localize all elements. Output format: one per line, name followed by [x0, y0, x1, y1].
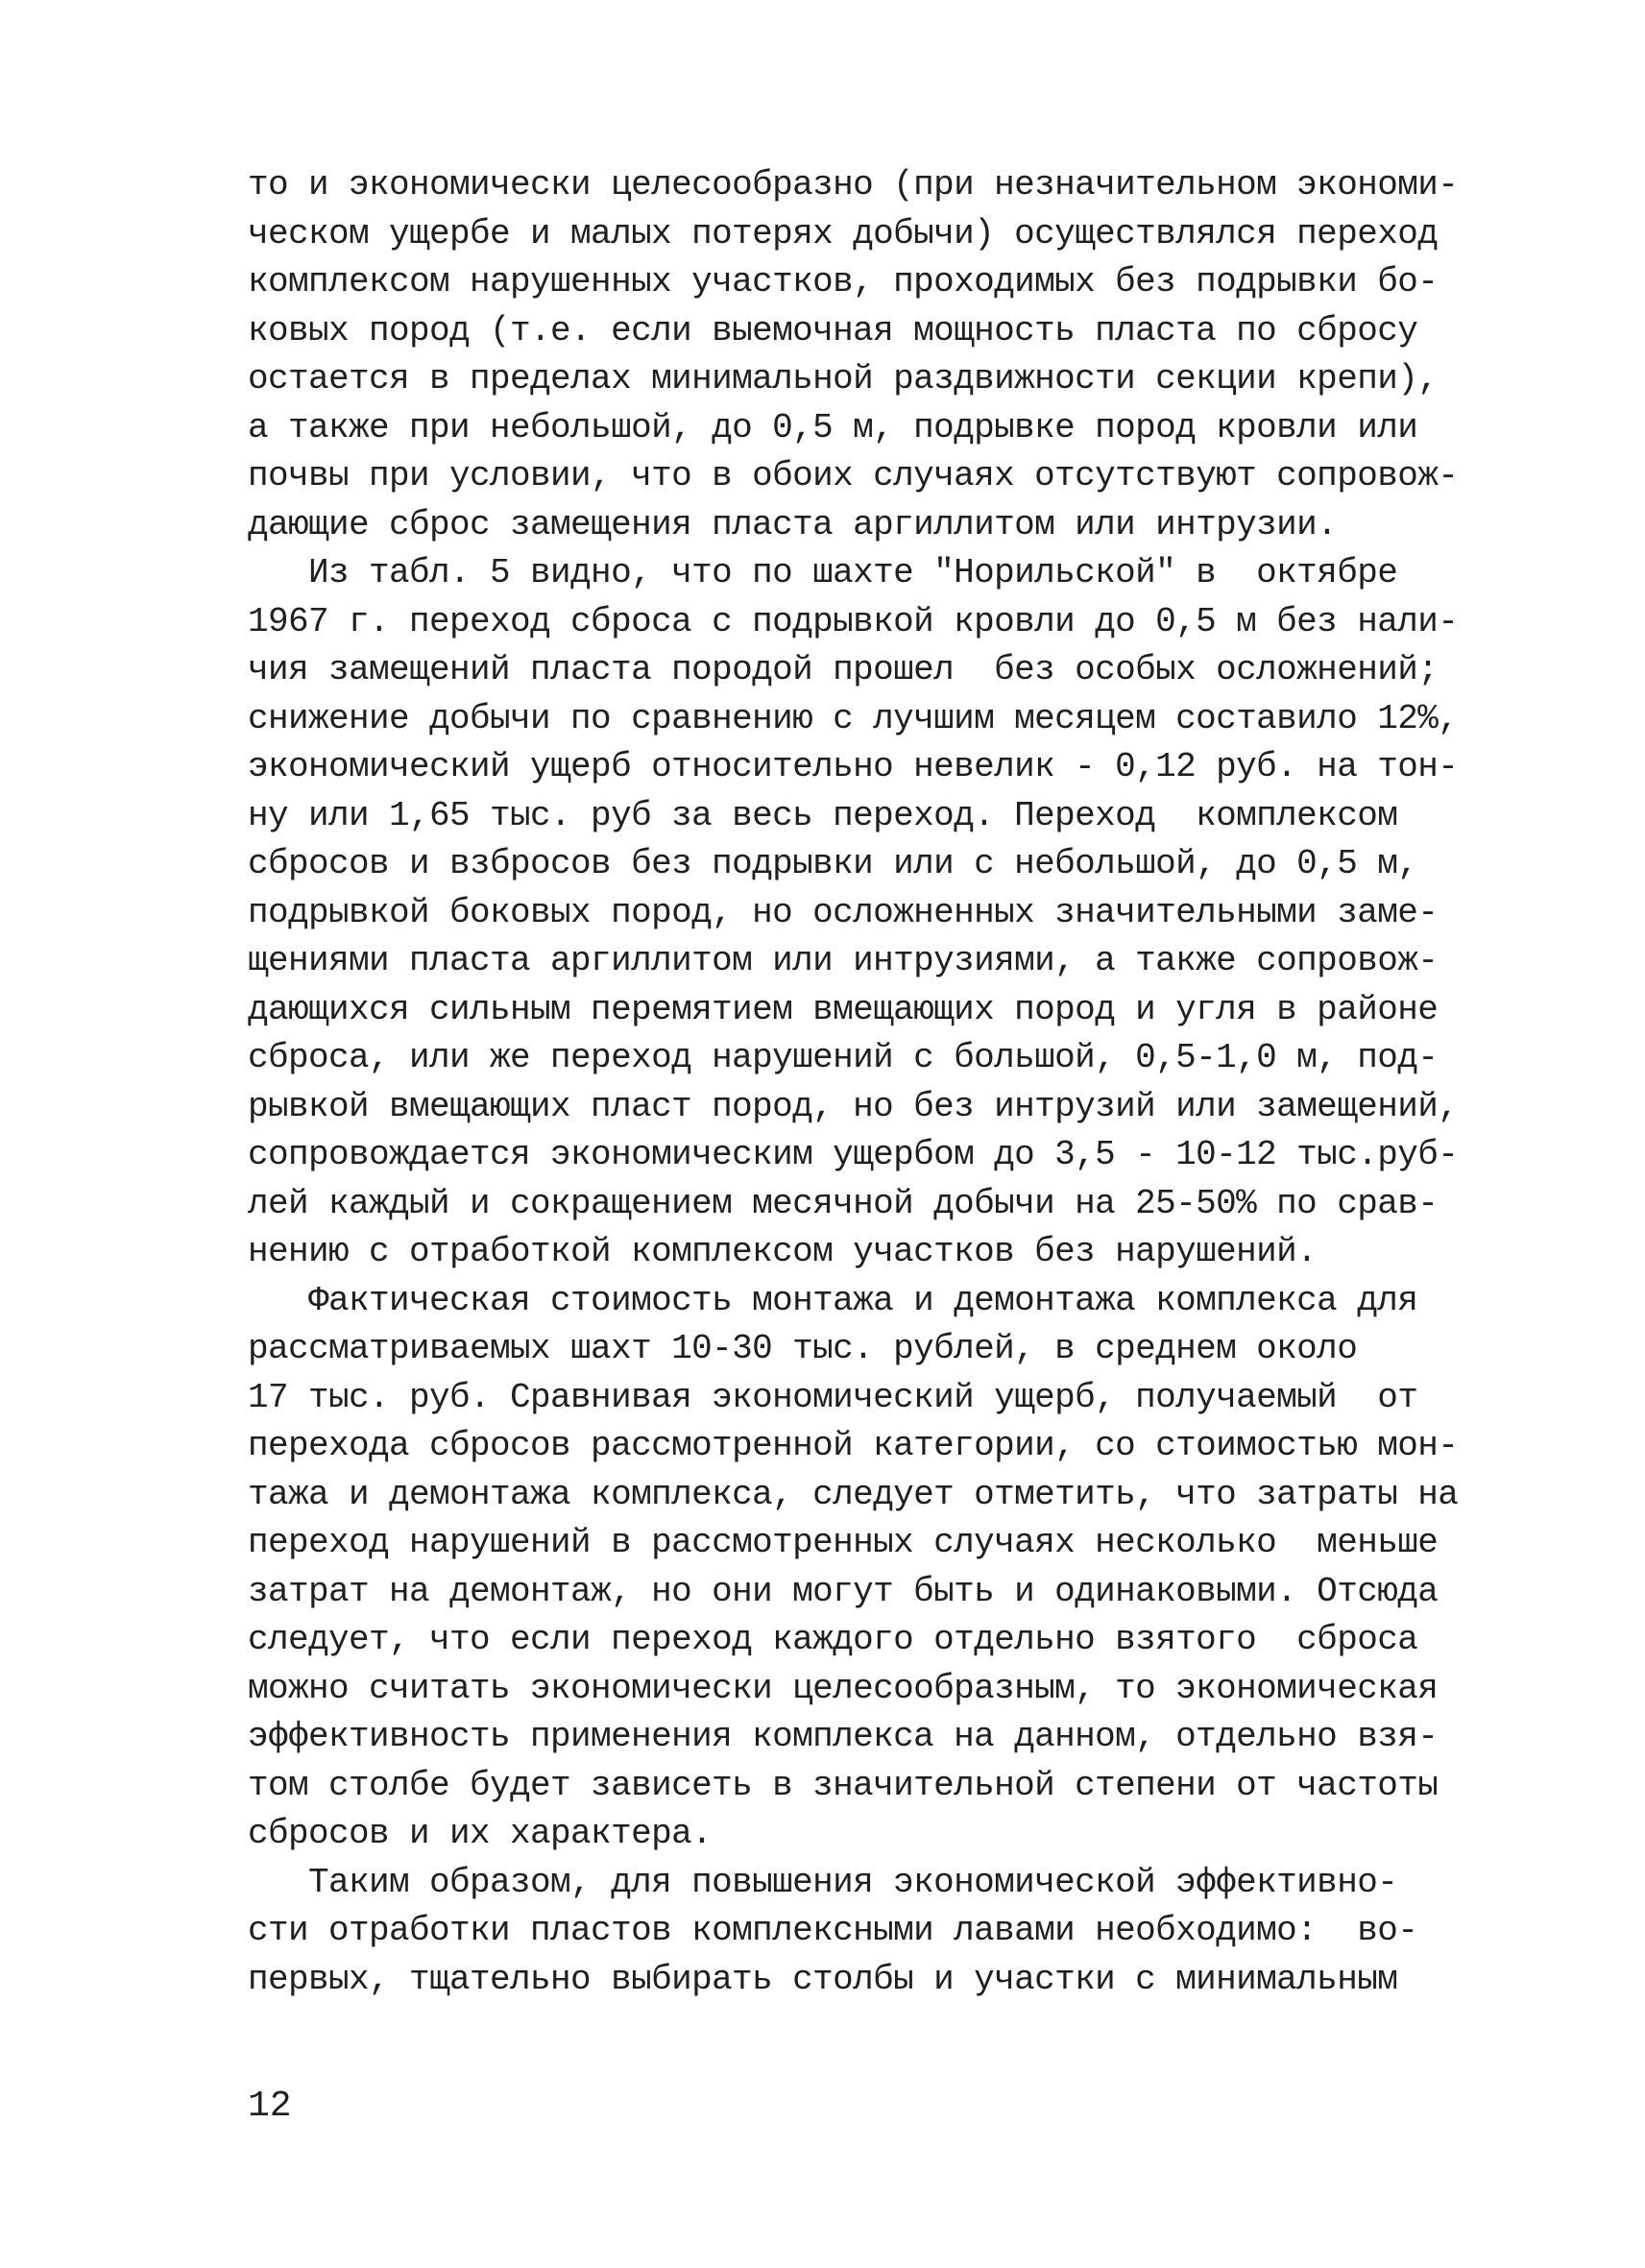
text-line: лей каждый и сокращением месячной добычи на 25-50% по срав- [248, 1183, 1439, 1223]
text-line: ну или 1,65 тыс. руб за весь переход. Переход комплексом [248, 795, 1398, 835]
text-line: Таким образом, для повышения экономической эффективно- [248, 1862, 1398, 1902]
text-line: снижение добычи по сравнению с лучшим месяцем составило 12%, [248, 698, 1459, 738]
text-line: сброса, или же переход нарушений с большой, 0,5-1,0 м, под- [248, 1038, 1439, 1077]
paragraph [248, 161, 1459, 549]
text-line: рывкой вмещающих пласт пород, но без интрузий или замещений, [248, 1086, 1459, 1126]
paragraph [248, 549, 1459, 1277]
paragraph [248, 1859, 1429, 2005]
text-line: сбросов и взбросов без подрывки или с небольшой, до 0,5 м, [248, 844, 1418, 883]
text-line: щениями пласта аргиллитом или интрузиями, а также сопровож- [248, 941, 1439, 980]
page-number: 12 [248, 2086, 292, 2127]
text-line: тажа и демонтажа комплекса, следует отметить, что затраты на [248, 1474, 1459, 1514]
text-line: переход нарушений в рассмотренных случаях несколько меньше [248, 1523, 1439, 1562]
text-line: Фактическая стоимость монтажа и демонтажа комплекса для [248, 1280, 1418, 1320]
text-line: том столбе будет зависеть в значительной степени от частоты [248, 1765, 1439, 1805]
text-line: следует, что если переход каждого отдельно взятого сброса [248, 1620, 1418, 1659]
text-line: ковых пород (т.е. если выемочная мощность пласта по сбросу [248, 310, 1418, 350]
text-line: а также при небольшой, до 0,5 м, подрывке пород кровли или [248, 407, 1418, 447]
text-line: сти отработки пластов комплексными лавами необходимо: во- [248, 1911, 1418, 1950]
text-line: дающихся сильным перемятием вмещающих пород и угля в районе [248, 989, 1439, 1029]
text-line: рассматриваемых шахт 10-30 тыс. рублей, в среднем около [248, 1329, 1358, 1368]
paragraph [248, 1277, 1459, 1859]
body-text [248, 161, 1459, 2004]
text-line: дающие сброс замещения пласта аргиллитом или интрузии. [248, 504, 1338, 544]
text-line: можно считать экономически целесообразным, то экономическая [248, 1668, 1439, 1708]
text-line: почвы при условии, что в обоих случаях отсутствуют сопровож- [248, 456, 1459, 495]
text-line: перехода сбросов рассмотренной категории, со стоимостью мон- [248, 1426, 1459, 1465]
text-line: нению с отработкой комплексом участков без нарушений. [248, 1232, 1318, 1271]
text-line: ческом ущербе и малых потерях добычи) осуществлялся переход [248, 213, 1439, 253]
text-line: затрат на демонтаж, но они могут быть и одинаковыми. Отсюда [248, 1571, 1439, 1611]
text-line: Из табл. 5 видно, что по шахте "Норильской" в октябре [248, 553, 1398, 592]
text-line: 1967 г. переход сброса с подрывкой кровли до 0,5 м без нали- [248, 601, 1459, 641]
text-line: то и экономически целесообразно (при незначительном экономи- [248, 165, 1459, 205]
text-line: чия замещений пласта породой прошел без особых осложнений; [248, 650, 1439, 689]
text-line: сопровождается экономическим ущербом до 3,5 - 10-12 тыс.руб- [248, 1135, 1459, 1174]
text-line: эффективность применения комплекса на данном, отдельно взя- [248, 1717, 1439, 1756]
text-line: 17 тыс. руб. Сравнивая экономический ущерб, получаемый от [248, 1377, 1418, 1417]
text-line: подрывкой боковых пород, но осложненных значительными заме- [248, 892, 1439, 932]
text-line: первых, тщательно выбирать столбы и участки с минимальным [248, 1959, 1398, 1999]
text-line: комплексом нарушенных участков, проходимых без подрывки бо- [248, 262, 1439, 302]
text-line: экономический ущерб относительно невелик - 0,12 руб. на тон- [248, 747, 1459, 786]
text-line: остается в пределах минимальной раздвижности секции крепи), [248, 359, 1439, 398]
text-line: сбросов и их характера. [248, 1814, 713, 1853]
